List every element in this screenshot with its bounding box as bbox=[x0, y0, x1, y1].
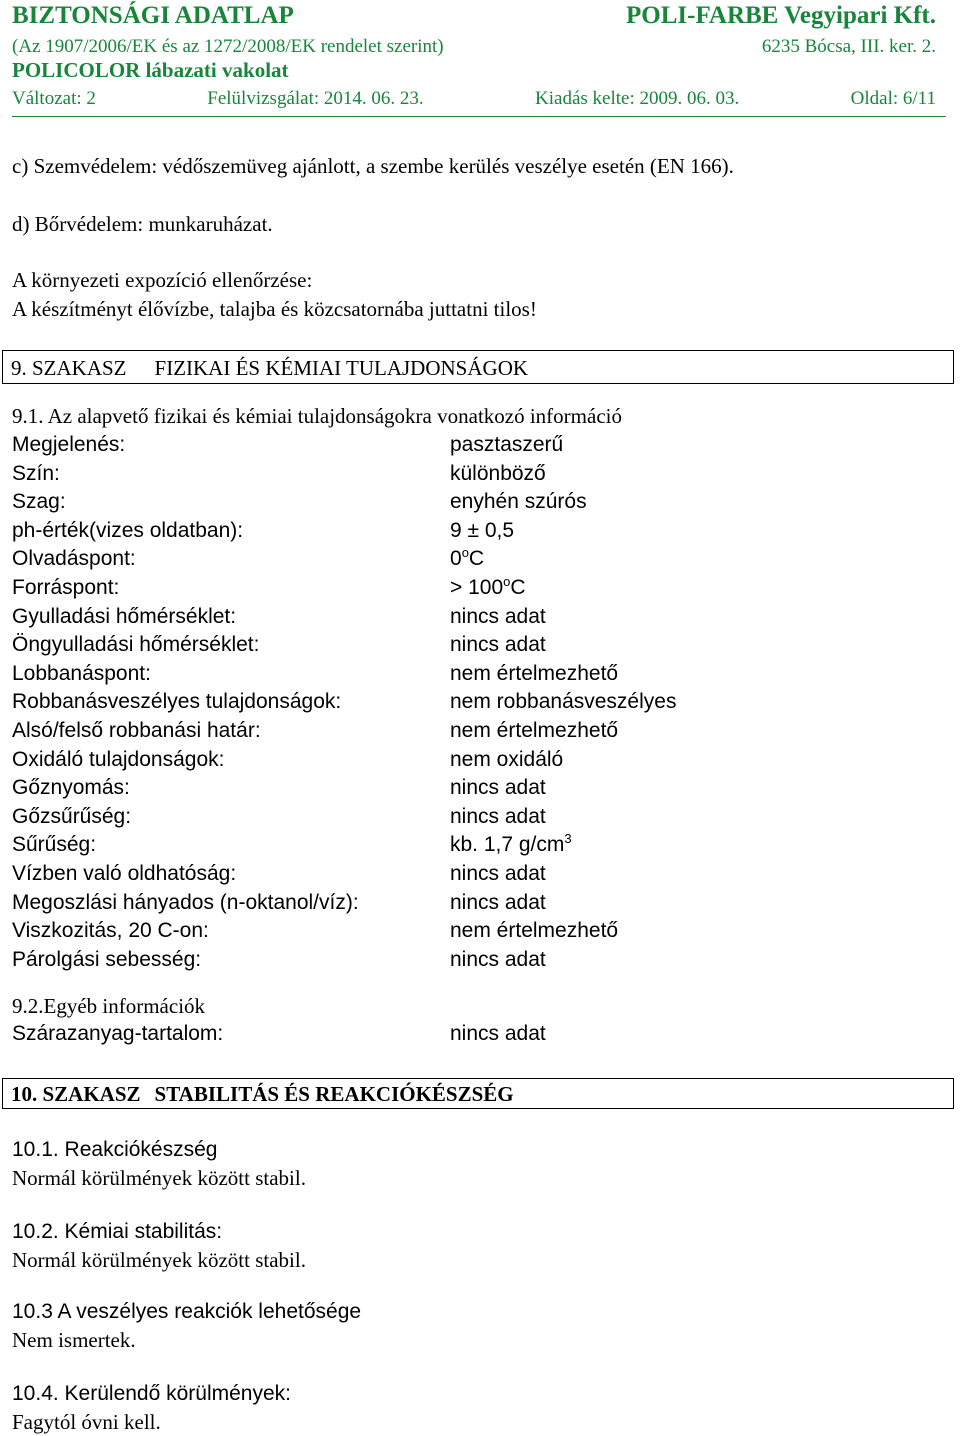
property-label: Megoszlási hányados (n-oktanol/víz): bbox=[12, 891, 359, 914]
property-label: Öngyulladási hőmérséklet: bbox=[12, 633, 260, 656]
subsection-10-2-text: Normál körülmények között stabil. bbox=[12, 1248, 306, 1272]
version: Változat: 2 bbox=[12, 88, 96, 109]
property-label: Olvadáspont: bbox=[12, 547, 136, 570]
property-label: Robbanásveszélyes tulajdonságok: bbox=[12, 690, 342, 713]
issue-date: Kiadás kelte: 2009. 06. 03. bbox=[535, 88, 740, 109]
env-exposure-title: A környezeti expozíció ellenőrzése: bbox=[12, 268, 313, 292]
property-row bbox=[12, 948, 912, 976]
subsection-10-2-title: 10.2. Kémiai stabilitás: bbox=[12, 1220, 223, 1243]
property-value bbox=[450, 576, 526, 600]
property-label: Sűrűség: bbox=[12, 833, 97, 856]
property-value-unit: C bbox=[510, 576, 526, 599]
header-divider bbox=[12, 116, 946, 117]
property-value: nincs adat bbox=[450, 805, 546, 828]
property-row bbox=[12, 576, 912, 604]
header-row-product bbox=[12, 58, 936, 83]
skin-protection: d) Bőrvédelem: munkaruházat. bbox=[12, 212, 273, 236]
property-value-main: > 100 bbox=[450, 576, 504, 599]
property-value bbox=[450, 547, 484, 571]
property-value-main: kb. 1,7 g/cm bbox=[450, 833, 565, 856]
property-value: enyhén szúrós bbox=[450, 490, 587, 513]
subsection-10-3-text: Nem ismertek. bbox=[12, 1328, 136, 1352]
section-10-heading bbox=[2, 1078, 954, 1109]
property-value: nincs adat bbox=[450, 776, 546, 799]
property-row bbox=[12, 519, 912, 547]
property-value bbox=[450, 833, 572, 857]
property-label: Oxidáló tulajdonságok: bbox=[12, 748, 225, 771]
property-label: Szárazanyag-tartalom: bbox=[12, 1022, 224, 1045]
property-row bbox=[12, 891, 912, 919]
property-value-main: 0 bbox=[450, 547, 462, 570]
section-9-heading bbox=[2, 350, 954, 384]
property-row bbox=[12, 805, 912, 833]
company-name: POLI-FARBE Vegyipari Kft. bbox=[626, 2, 936, 29]
section-10-title: STABILITÁS ÉS REAKCIÓKÉSZSÉG bbox=[154, 1082, 514, 1106]
property-value: 9 ± 0,5 bbox=[450, 519, 515, 542]
property-row bbox=[12, 690, 912, 718]
property-row bbox=[12, 490, 912, 518]
property-value: nincs adat bbox=[450, 948, 546, 971]
property-value: nincs adat bbox=[450, 1022, 546, 1045]
product-name: POLICOLOR lábazati vakolat bbox=[12, 58, 289, 82]
property-value-superscript: 3 bbox=[564, 831, 572, 846]
property-value: nem robbanásveszélyes bbox=[450, 690, 677, 713]
subsection-10-3-title: 10.3 A veszélyes reakciók lehetősége bbox=[12, 1300, 362, 1323]
property-value-superscript: o bbox=[503, 574, 511, 589]
property-row bbox=[12, 719, 912, 747]
subsection-9-2-title: 9.2.Egyéb információk bbox=[12, 994, 206, 1018]
property-value-superscript: o bbox=[461, 545, 469, 560]
review-date: Felülvizsgálat: 2014. 06. 23. bbox=[207, 88, 424, 109]
property-value: nem értelmezhető bbox=[450, 662, 619, 685]
page-number: Oldal: 6/11 bbox=[850, 88, 936, 109]
property-label: Megjelenés: bbox=[12, 433, 126, 456]
eye-protection: c) Szemvédelem: védőszemüveg ajánlott, a szembe kerülés veszélye esetén (EN 166). bbox=[12, 154, 734, 178]
property-row bbox=[12, 748, 912, 776]
property-label: Vízben való oldhatóság: bbox=[12, 862, 237, 885]
property-row bbox=[12, 862, 912, 890]
property-value: nincs adat bbox=[450, 862, 546, 885]
subsection-10-4-text: Fagytól óvni kell. bbox=[12, 1410, 161, 1434]
property-value: nem oxidáló bbox=[450, 748, 564, 771]
property-row bbox=[12, 547, 912, 575]
property-value: nem értelmezhető bbox=[450, 719, 619, 742]
property-label: Gőznyomás: bbox=[12, 776, 130, 799]
company-address: 6235 Bócsa, III. ker. 2. bbox=[761, 36, 936, 57]
property-row bbox=[12, 662, 912, 690]
property-row bbox=[12, 462, 912, 490]
section-9-title: FIZIKAI ÉS KÉMIAI TULAJDONSÁGOK bbox=[154, 356, 529, 380]
property-value: nincs adat bbox=[450, 605, 546, 628]
property-label: Párolgási sebesség: bbox=[12, 948, 202, 971]
subsection-10-4-title: 10.4. Kerülendő körülmények: bbox=[12, 1382, 291, 1405]
header-row-meta bbox=[12, 88, 936, 110]
property-value: nincs adat bbox=[450, 891, 546, 914]
property-label: Forráspont: bbox=[12, 576, 120, 599]
header-row-regulation bbox=[12, 36, 936, 58]
property-row bbox=[12, 919, 912, 947]
regulation-text: (Az 1907/2006/EK és az 1272/2008/EK rendelet szerint) bbox=[12, 36, 444, 57]
property-value: különböző bbox=[450, 462, 546, 485]
property-row bbox=[12, 833, 912, 861]
env-exposure-text: A készítményt élővízbe, talajba és közcsatornába juttatni tilos! bbox=[12, 297, 537, 321]
property-label: Lobbanáspont: bbox=[12, 662, 151, 685]
doc-title: BIZTONSÁGI ADATLAP bbox=[12, 2, 294, 29]
subsection-9-1-title: 9.1. Az alapvető fizikai és kémiai tulajdonságokra vonatkozó információ bbox=[12, 404, 622, 428]
subsection-10-1-title: 10.1. Reakciókészség bbox=[12, 1138, 218, 1161]
property-row bbox=[12, 1022, 912, 1050]
property-value-unit: C bbox=[468, 547, 485, 570]
property-row bbox=[12, 633, 912, 661]
property-row bbox=[12, 433, 912, 461]
section-10-number: 10. SZAKASZ bbox=[11, 1082, 141, 1106]
header-row-title bbox=[12, 2, 936, 30]
property-row bbox=[12, 605, 912, 633]
property-value: pasztaszerű bbox=[450, 433, 564, 456]
property-label: Gőzsűrűség: bbox=[12, 805, 132, 828]
property-label: ph-érték(vizes oldatban): bbox=[12, 519, 244, 542]
property-value: nem értelmezhető bbox=[450, 919, 619, 942]
property-value: nincs adat bbox=[450, 633, 546, 656]
property-label: Alsó/felső robbanási határ: bbox=[12, 719, 261, 742]
property-label: Szín: bbox=[12, 462, 60, 485]
property-label: Gyulladási hőmérséklet: bbox=[12, 605, 237, 628]
property-label: Szag: bbox=[12, 490, 66, 513]
property-label: Viszkozitás, 20 C-on: bbox=[12, 919, 209, 942]
section-9-number: 9. SZAKASZ bbox=[11, 356, 127, 380]
property-row bbox=[12, 776, 912, 804]
subsection-10-1-text: Normál körülmények között stabil. bbox=[12, 1166, 306, 1190]
